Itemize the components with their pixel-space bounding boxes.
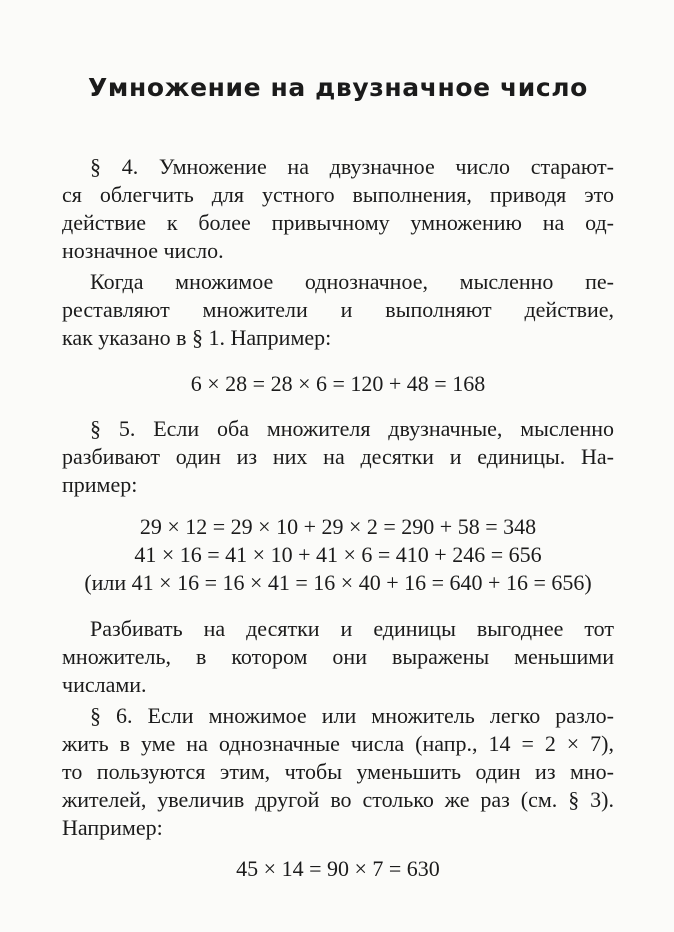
text-line: ся облегчить для устного выполнения, приводя это xyxy=(62,182,614,207)
formula-example-5: 45 × 14 = 90 × 7 = 630 xyxy=(236,856,440,881)
paragraph-section-5-cont xyxy=(62,615,614,699)
paragraph-section-4 xyxy=(62,153,614,265)
text-line: Разбивать на десятки и единицы выгоднее тот xyxy=(90,616,614,641)
text-line: жителей, увеличив другой во столько же раз (см. § 3). xyxy=(62,787,614,812)
page-title: Умножение на двузначное число xyxy=(88,73,588,102)
text-line: § 4. Умножение на двузначное число старают- xyxy=(90,154,614,179)
formula-example-2: 29 × 12 = 29 × 10 + 29 × 2 = 290 + 58 = 348 xyxy=(139,514,537,539)
paragraph-section-4-cont xyxy=(62,268,614,352)
text-line: разбивают один из них на десятки и единицы. На- xyxy=(62,444,614,469)
text-line: как указано в § 1. Например: xyxy=(62,325,332,350)
paragraph-section-5 xyxy=(62,415,614,499)
text-line: нозначное число. xyxy=(62,238,224,263)
text-line: § 6. Если множимое или множитель легко разло- xyxy=(90,703,614,728)
text-line: множитель, в котором они выражены меньшими xyxy=(62,644,614,669)
text-line: реставляют множители и выполняют действие, xyxy=(62,297,614,322)
text-line: то пользуются этим, чтобы уменьшить один из мно- xyxy=(62,759,614,784)
formula-example-1: 6 × 28 = 28 × 6 = 120 + 48 = 168 xyxy=(190,371,486,396)
text-line: числами. xyxy=(62,672,147,697)
text-line: жить в уме на однозначные числа (напр., 14 = 2 × 7), xyxy=(62,731,614,756)
text-line: действие к более привычному умножению на од- xyxy=(62,210,614,235)
text-line: § 5. Если оба множителя двузначные, мысленно xyxy=(90,416,614,441)
text-line: Например: xyxy=(62,815,163,840)
formula-example-4: (или 41 × 16 = 16 × 41 = 16 × 40 + 16 = 640 + 16 = 656) xyxy=(84,570,592,595)
text-line: Когда множимое однозначное, мысленно пе- xyxy=(90,269,614,294)
text-line: пример: xyxy=(62,472,138,497)
paragraph-section-6 xyxy=(62,702,614,842)
formula-example-3: 41 × 16 = 41 × 10 + 41 × 6 = 410 + 246 = 656 xyxy=(134,542,542,567)
book-page xyxy=(62,0,614,932)
